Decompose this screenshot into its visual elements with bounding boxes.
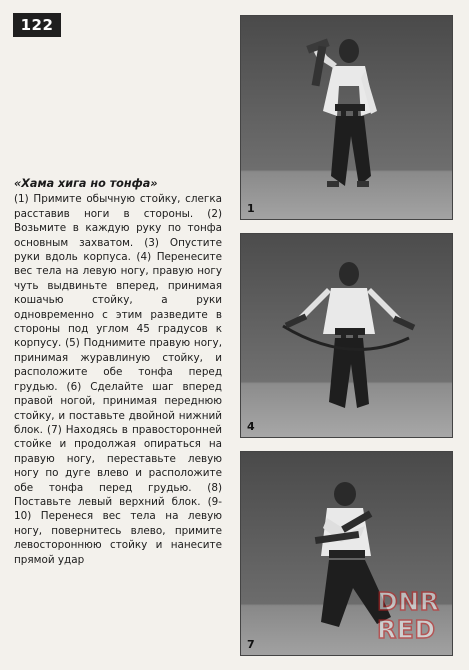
article-text [14,177,222,567]
watermark-logo [377,588,455,650]
photo-4-image [241,234,453,438]
photo-4-label: 4 [247,420,255,433]
photo-7-label: 7 [247,638,255,651]
page-number: 122 [13,13,61,37]
photo-step-1 [240,15,453,220]
photo-step-4 [240,233,453,438]
watermark-line-1: DNR [377,587,440,616]
article-heading: «Хама хига но тонфа» [14,177,158,190]
photo-1-label: 1 [247,202,255,215]
photo-1-image [241,16,453,220]
watermark-line-2: RED [377,615,436,644]
article-body: (1) Примите обычную стойку, слегка расставив ноги в стороны. (2) Возьмите в каждую руку по тонфа основным захватом. (3) Опустите руки вдоль корпуса. (4) Перенесите вес тела на левую ногу, правую ногу чуть выдвиньте вперед, принимая кошачью стойку, а руки одновременно с этим разведите в стороны под углом 45 градусов к корпусу. (5) Поднимите правую ногу, принимая журавлиную стойку, и расположите обе тонфа перед грудью. (6) Сделайте шаг вперед правой ногой, принимая переднюю стойку, и поставьте двойной нижний блок. (7) Находясь в правосторонней стойке и продолжая опираться на правую ногу, переставьте левую ногу по дуге влево и расположите обе тонфа перед грудью. (8) Поставьте левый верхний блок. (9-10) Перенеся вес тела на левую ногу, повернитесь влево, примите левостороннюю стойку и нанесите прямой удар [14,193,222,566]
